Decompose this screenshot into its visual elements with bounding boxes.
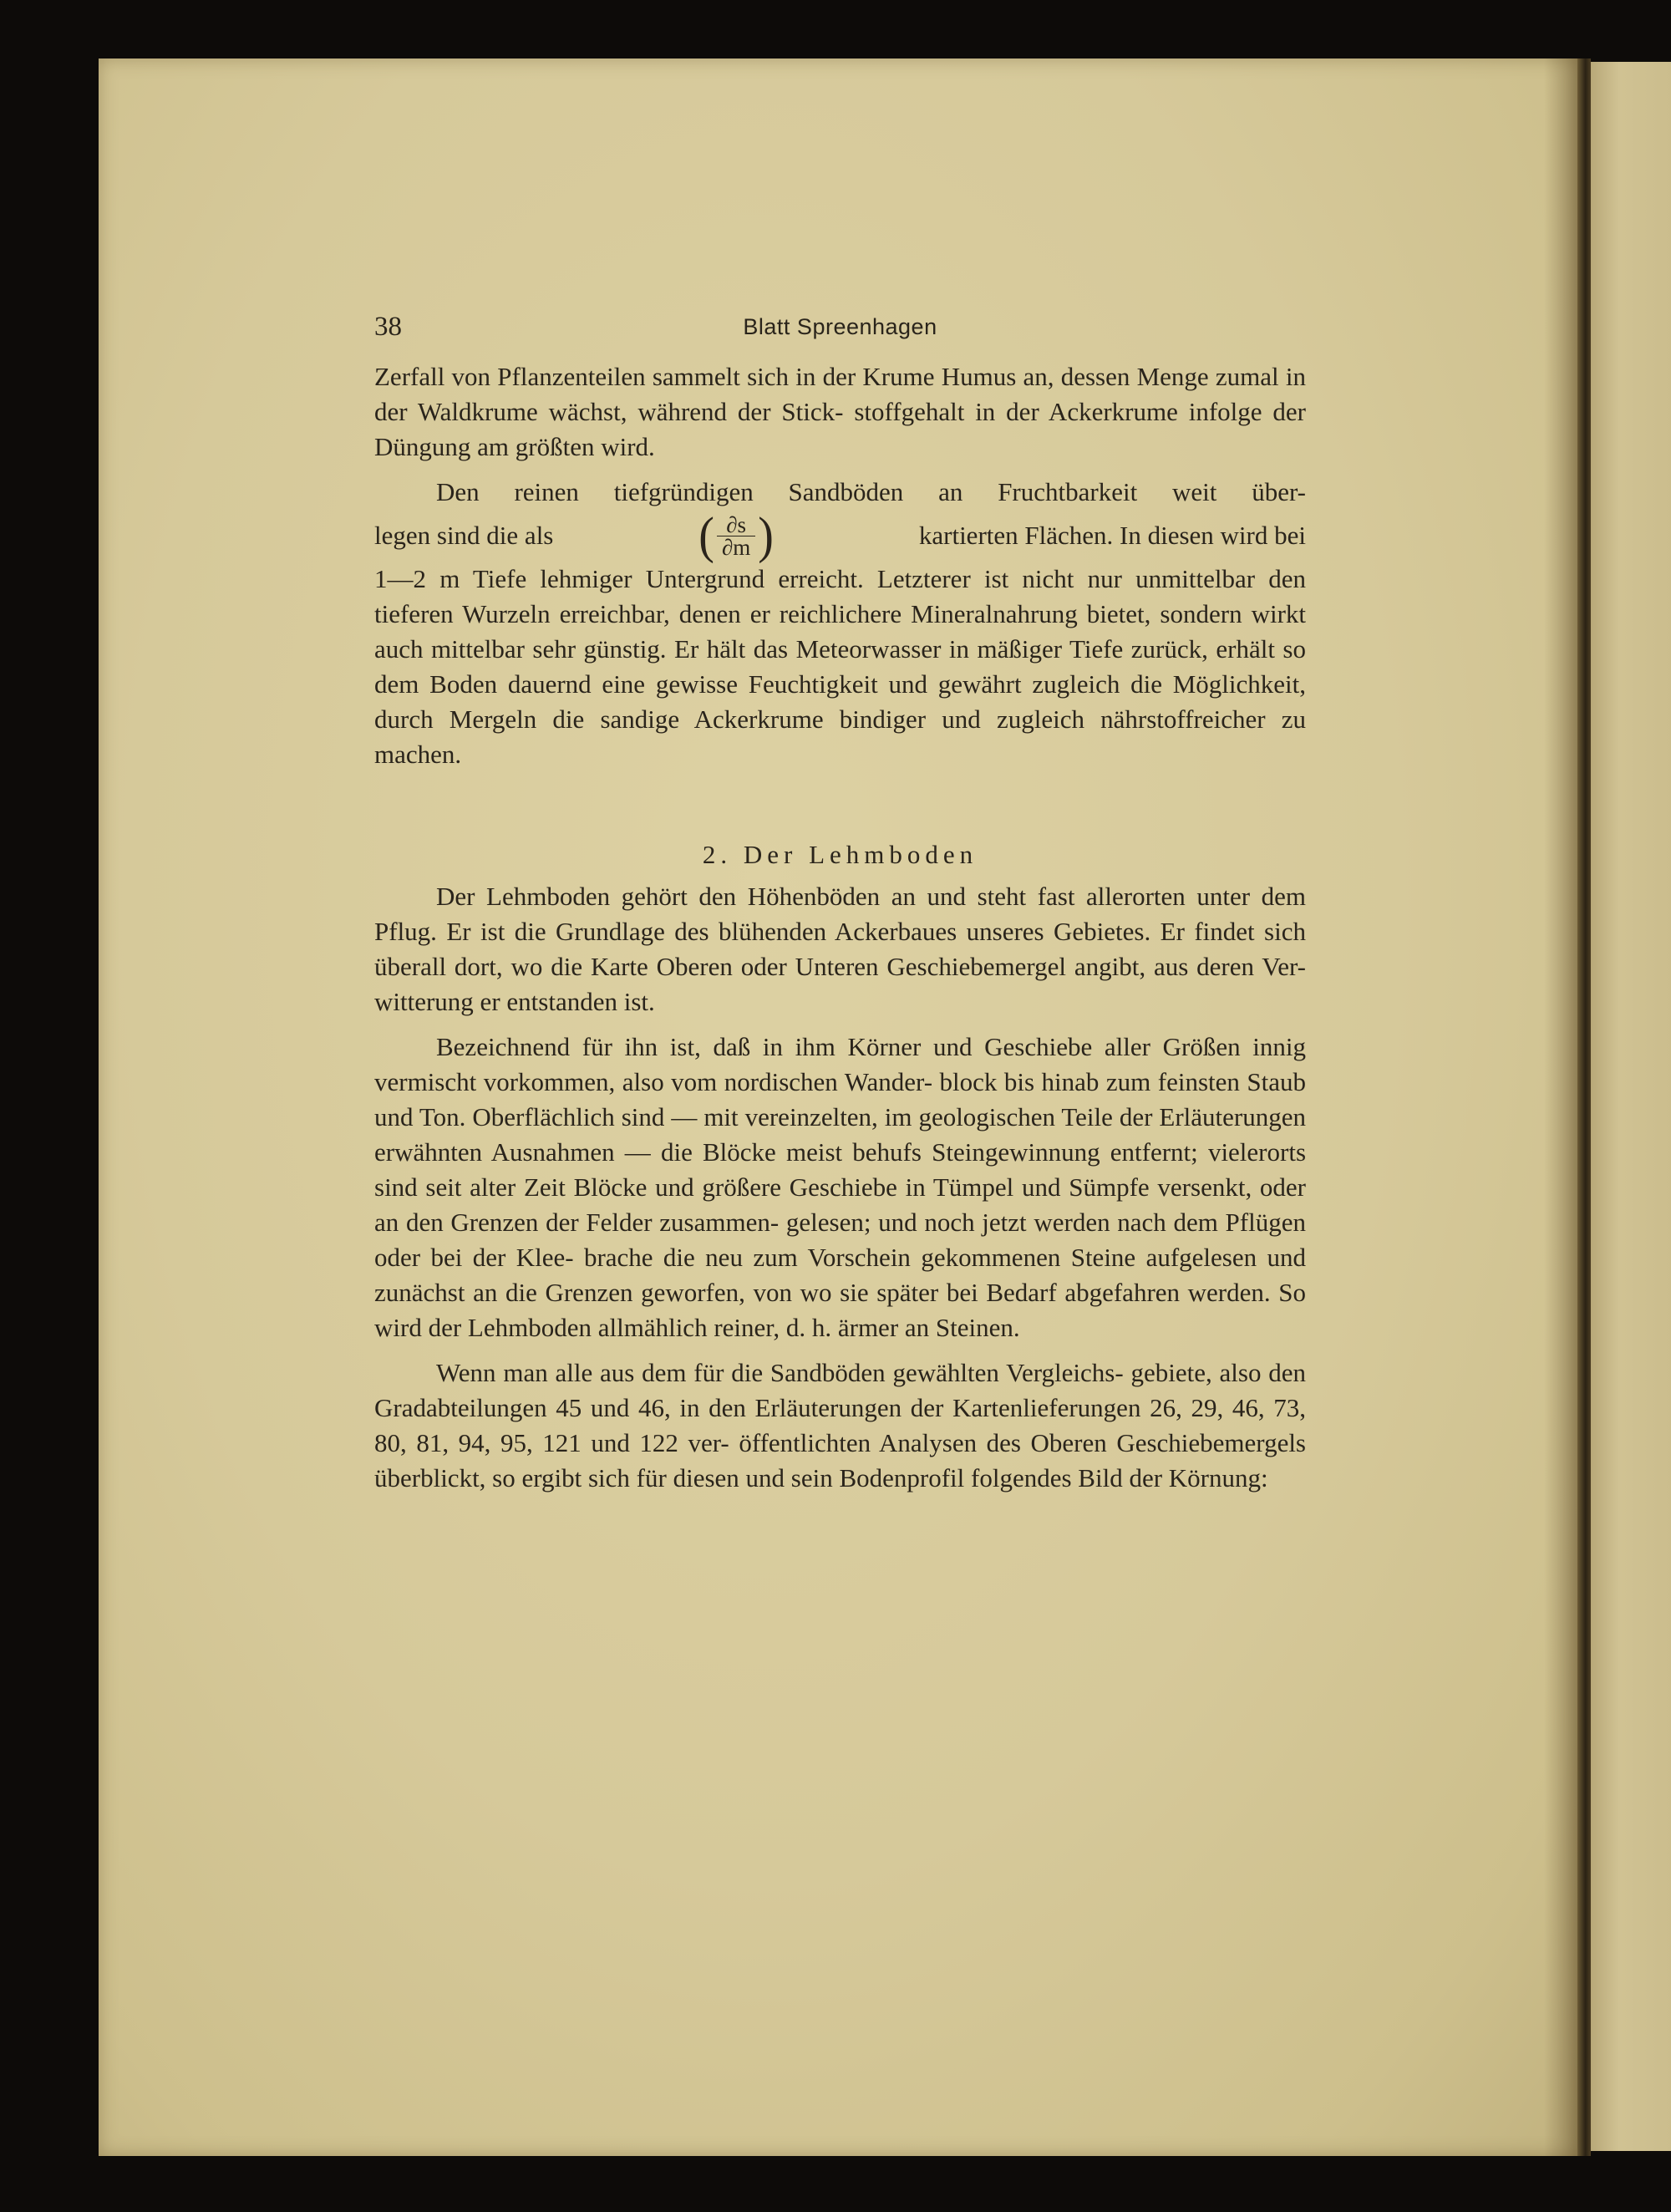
text-fragment: kartierten Flächen. In diesen wird bei <box>918 521 1306 550</box>
paragraph-lehmboden <box>374 879 1306 1020</box>
fraction <box>717 511 755 560</box>
text-line: die Möglichkeit, durch Mergeln die sandige Ackerkrume bindiger <box>374 669 1307 734</box>
running-head: Blatt Spreenhagen <box>743 314 937 339</box>
section-heading: 2. Der Lehmboden <box>702 840 978 869</box>
fraction-denominator: ∂m <box>717 536 755 558</box>
paren-open: ( <box>698 506 714 565</box>
text-line: Mineralnahrung bietet, sondern wirkt auch mittelbar sehr günstig. <box>374 599 1307 664</box>
text-line: Ackerbaues unseres Gebietes. Er findet sich überall dort, wo die <box>374 917 1306 981</box>
text-line: block bis hinab zum feinsten Staub und Ton. Oberflächlich sind — <box>374 1067 1306 1131</box>
text-line: abgefahren werden. So wird der Lehmboden allmählich reiner, d. h. <box>374 1278 1307 1342</box>
text-line: Kartenlieferungen 26, 29, 46, 73, 80, 81, 94, 95, 121 und 122 ver- <box>374 1393 1306 1457</box>
page-header <box>374 309 1306 359</box>
text-line: Größen innig vermischt vorkommen, also vom nordischen Wander- <box>374 1032 1306 1096</box>
paragraph-geschiebe <box>374 1030 1306 1345</box>
text-line: Bezeichnend für ihn ist, daß in ihm Körner und Geschiebe aller <box>436 1032 1163 1061</box>
paragraph-continued <box>374 359 1306 465</box>
page-number: 38 <box>374 312 402 342</box>
book-gutter <box>1577 58 1591 2156</box>
text-line: unmittelbar den tieferen Wurzeln erreichbar, denen er reichlichere <box>374 564 1306 628</box>
text-line: witterung er entstanden ist. <box>374 987 655 1016</box>
text-line: mit vereinzelten, im geologischen Teile der Erläuterungen erwähnten <box>374 1102 1306 1167</box>
text-line: Er hält das Meteorwasser in mäßiger Tiefe zurück, erhält so dem <box>374 634 1306 699</box>
text-line: 1—2 m Tiefe lehmiger Untergrund erreicht. Letzterer ist nicht nur <box>374 564 1136 593</box>
formula-line <box>374 506 1306 565</box>
text-line: Wenn man alle aus dem für die Sandböden gewählten Vergleichs- <box>436 1358 1124 1387</box>
paragraph-sandboden <box>374 475 1306 772</box>
text-line: Boden dauernd eine gewisse Feuchtigkeit und gewährt zugleich <box>429 669 1131 699</box>
text-line: ärmer an Steinen. <box>837 1313 1020 1342</box>
map-symbol-fraction <box>698 506 774 565</box>
text-line: dessen Menge zumal in der Waldkrume wächst, während der Stick- <box>374 362 1306 426</box>
text-line: vielerorts sind seit alter Zeit Blöcke und größere Geschiebe in Tümpel <box>374 1137 1307 1202</box>
text-line: gebiete, also den Gradabteilungen 45 und 46, in den Erläuterungen der <box>374 1358 1307 1422</box>
text-line: Den reinen tiefgründigen Sandböden an Fruchtbarkeit weit über- <box>436 477 1306 506</box>
text-line: und Sümpfe versenkt, oder an den Grenzen der Felder zusammen- <box>374 1172 1306 1237</box>
text-line: Ausnahmen — die Blöcke meist behufs Steingewinnung entfernt; <box>490 1137 1208 1167</box>
text-fragment: legen sind die als <box>374 521 554 550</box>
page-text <box>374 309 1306 1496</box>
text-line: allerorten unter dem Pflug. Er ist die Grundlage des blühenden <box>374 882 1306 946</box>
paragraph-body <box>374 562 1306 772</box>
fraction-numerator: ∂s <box>726 511 747 537</box>
text-line: stoffgehalt in der Ackerkrume infolge der Düngung am größten wird. <box>374 397 1306 461</box>
text-line: und zugleich nährstoffreicher zu machen. <box>374 704 1306 769</box>
text-line: Karte Oberen oder Unteren Geschiebemergel angibt, aus deren Ver- <box>590 952 1306 981</box>
paren-close: ) <box>758 506 774 565</box>
paragraph-vergleich <box>374 1355 1306 1496</box>
text-line: Zerfall von Pflanzenteilen sammelt sich in der Krume Humus an, <box>374 362 1061 391</box>
text-line: zunächst an die Grenzen geworfen, von wo sie später bei Bedarf <box>374 1278 1065 1307</box>
facing-page-edge <box>1591 62 1671 2151</box>
text-line: gelesen; und noch jetzt werden nach dem Pflügen oder bei der Klee- <box>374 1208 1306 1272</box>
text-line: ergibt sich für diesen und sein Bodenprofil folgendes Bild der <box>521 1463 1169 1492</box>
text-line: Der Lehmboden gehört den Höhenböden an und steht fast <box>436 882 1087 911</box>
text-line: brache die neu zum Vorschein gekommenen Steine aufgelesen und <box>583 1243 1307 1272</box>
text-line: öffentlichten Analysen des Oberen Geschiebemergels überblickt, so <box>374 1428 1307 1492</box>
text-line: Körnung: <box>1168 1463 1268 1492</box>
